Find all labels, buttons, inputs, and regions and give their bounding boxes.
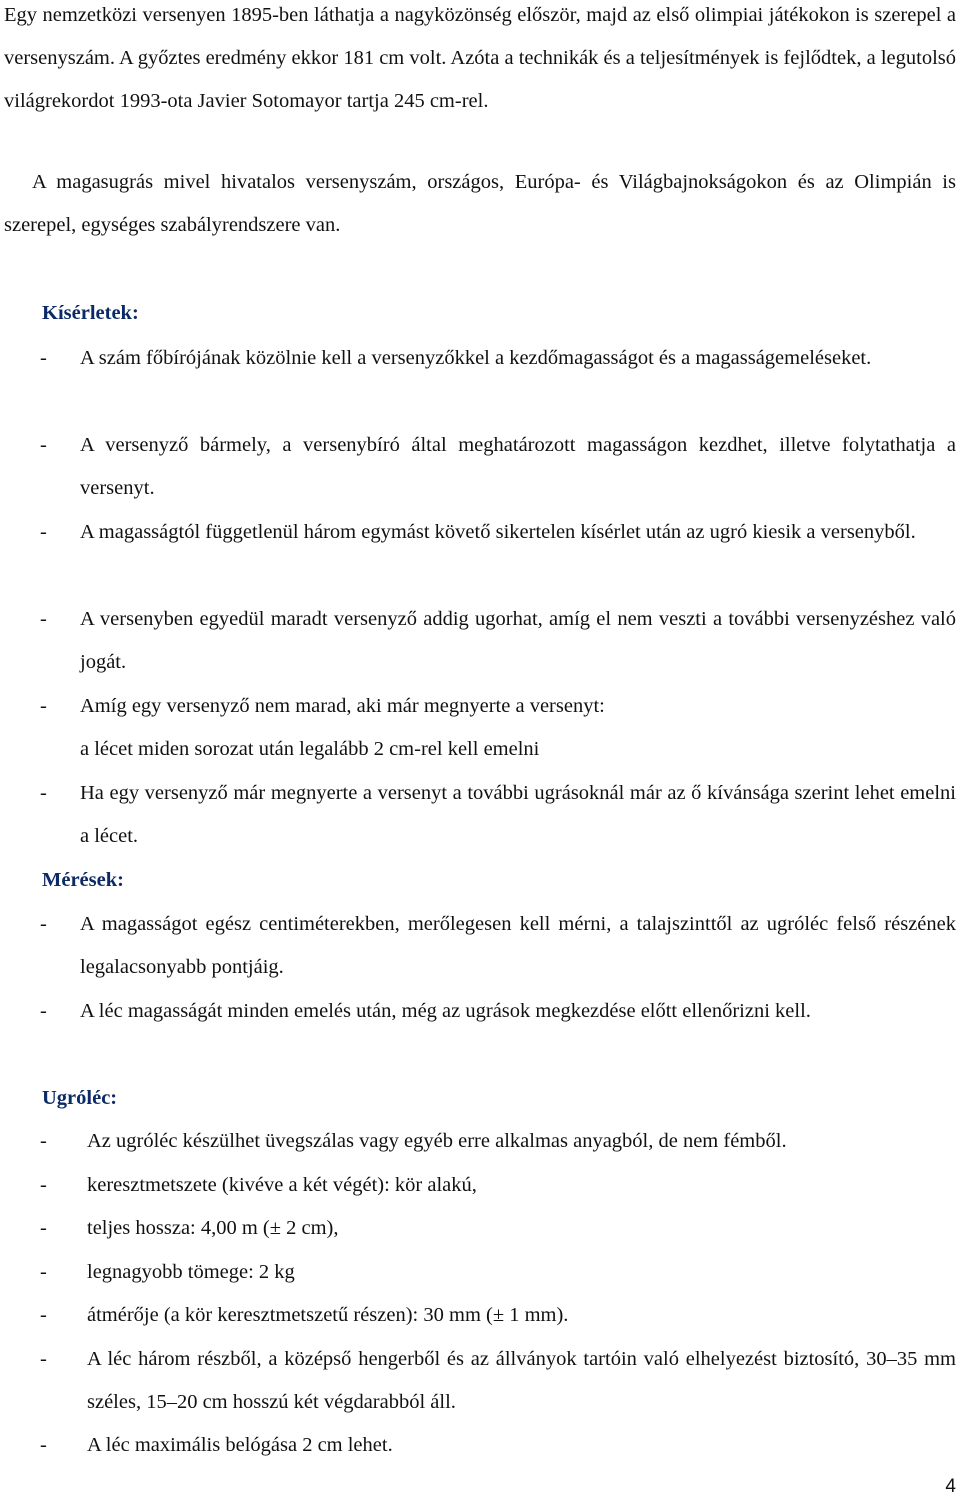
list-dash: - bbox=[40, 347, 47, 369]
list-item-text: A léc maximális belógása 2 cm lehet. bbox=[87, 1434, 393, 1456]
list-dash: - bbox=[40, 1434, 47, 1456]
list-item-text: A magasságtól függetlenül három egymást követő sikertelen kísérlet után az ugró kiesik a versenyből. bbox=[80, 521, 916, 543]
list-item-text: a lécet miden sorozat után legalább 2 cm-rel kell emelni bbox=[80, 738, 540, 760]
list-dash: - bbox=[40, 913, 47, 935]
list-dash: - bbox=[40, 1174, 47, 1196]
list-dash: - bbox=[40, 1000, 47, 1022]
list-item-text: A versenyben egyedül maradt versenyző addig ugorhat, amíg el nem veszti a további versenyzéshez való jogát. bbox=[80, 608, 956, 673]
list-dash: - bbox=[40, 608, 47, 630]
section-heading-crossbar: Ugróléc: bbox=[42, 1087, 118, 1109]
list-dash: - bbox=[40, 1130, 47, 1152]
section-heading-measurements: Mérések: bbox=[42, 869, 124, 891]
list-dash: - bbox=[40, 434, 47, 456]
list-item-text: legnagyobb tömege: 2 kg bbox=[87, 1261, 295, 1283]
list-item-text: teljes hossza: 4,00 m (± 2 cm), bbox=[87, 1217, 339, 1239]
list-dash: - bbox=[40, 1304, 47, 1326]
list-item-text: Amíg egy versenyző nem marad, aki már megnyerte a versenyt: bbox=[80, 695, 605, 717]
page-number: 4 bbox=[945, 1476, 956, 1497]
list-dash: - bbox=[40, 1217, 47, 1239]
list-item-text: A szám főbírójának közölnie kell a versenyzőkkel a kezdőmagasságot és a magasságemeléseket. bbox=[80, 347, 872, 369]
list-item-text: A léc három részből, a középső hengerből és az állványok tartóin való elhelyezést biztosító, 30–35 mm széles, 15–20 cm hosszú két végdarabból áll. bbox=[87, 1348, 956, 1413]
list-item-text: Ha egy versenyző már megnyerte a versenyt a további ugrásoknál már az ő kívánsága szerint lehet emelni a lécet. bbox=[80, 782, 956, 847]
list-item-text: Az ugróléc készülhet üvegszálas vagy egyéb erre alkalmas anyagból, de nem fémből. bbox=[87, 1130, 787, 1152]
intro-paragraph-2: A magasugrás mivel hivatalos versenyszám, országos, Európa- és Világbajnokságokon és az Olimpián is szerepel, egységes szabályrendszere van. bbox=[4, 171, 956, 236]
list-item-text: keresztmetszete (kivéve a két végét): kör alakú, bbox=[87, 1174, 477, 1196]
section-heading-attempts: Kísérletek: bbox=[42, 302, 139, 324]
list-item-text: A magasságot egész centiméterekben, merőlegesen kell mérni, a talajszinttől az ugróléc felső részének legalacsonyabb pontjáig. bbox=[80, 913, 956, 978]
list-item-text: A léc magasságát minden emelés után, még az ugrások megkezdése előtt ellenőrizni kell. bbox=[80, 1000, 811, 1022]
list-item-text: A versenyző bármely, a versenybíró által meghatározott magasságon kezdhet, illetve folytathatja a versenyt. bbox=[80, 434, 956, 499]
list-dash: - bbox=[40, 1348, 47, 1370]
list-dash: - bbox=[40, 521, 47, 543]
list-item-text: átmérője (a kör keresztmetszetű részen): 30 mm (± 1 mm). bbox=[87, 1304, 569, 1326]
intro-paragraph-1: Egy nemzetközi versenyen 1895-ben láthatja a nagyközönség először, majd az első olimpiai játékokon is szerepel a versenyszám. A győztes eredmény ekkor 181 cm volt. Azóta a technikák és a teljesítmények is fejlődtek, a legutolsó világrekordot 1993-ota Javier Sotomayor tartja 245 cm-rel. bbox=[4, 4, 956, 112]
list-dash: - bbox=[40, 695, 47, 717]
list-dash: - bbox=[40, 782, 47, 804]
list-dash: - bbox=[40, 1261, 47, 1283]
